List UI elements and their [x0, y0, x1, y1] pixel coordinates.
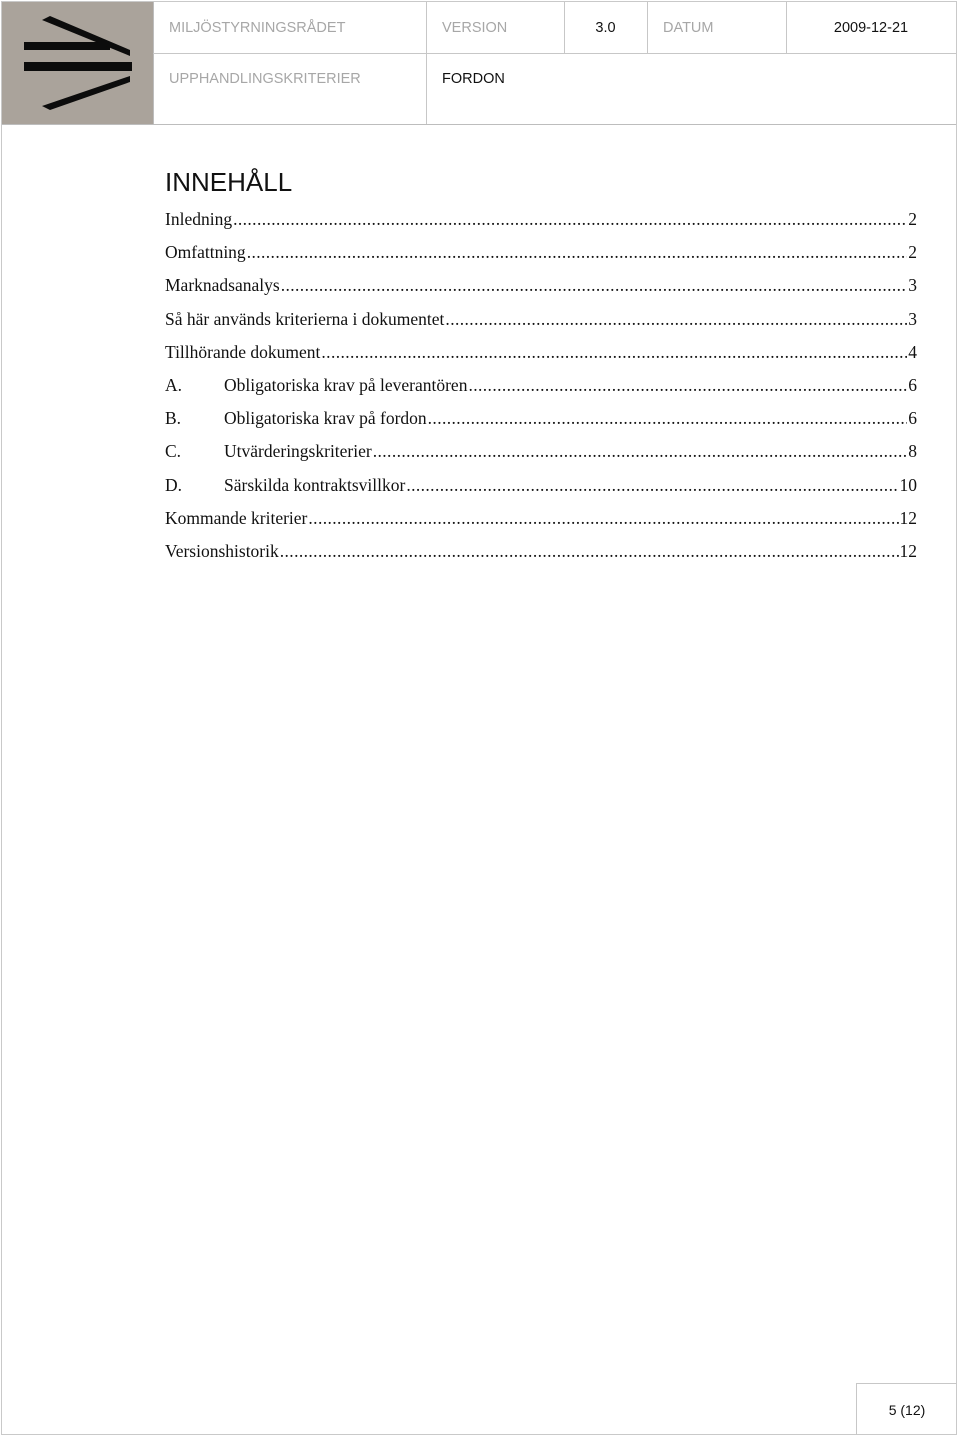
document-type: UPPHANDLINGSKRITERIER [169, 70, 361, 87]
toc-entry-page: 3 [908, 275, 917, 296]
toc-leader-dots [373, 441, 908, 462]
toc-entry-page: 2 [908, 242, 917, 263]
toc-entry-page: 6 [908, 408, 917, 429]
logo [2, 2, 154, 124]
toc-leader-dots [406, 475, 898, 496]
toc-entry[interactable] [165, 541, 917, 574]
toc-entry[interactable] [165, 309, 917, 342]
toc-entry[interactable] [165, 209, 917, 242]
toc-leader-dots [280, 541, 899, 562]
toc-entry-label: Utvärderingskriterier [224, 441, 372, 462]
toc-entry-letter: B. [165, 408, 182, 429]
toc-entry-label: Så här används kriterierna i dokumentet [165, 308, 445, 329]
toc-entry-label: Obligatoriska krav på fordon [224, 408, 427, 429]
toc-entry[interactable] [165, 475, 917, 508]
toc-entry-letter: D. [165, 474, 183, 495]
toc-entry-label: Inledning [165, 209, 233, 229]
toc-leader-dots [281, 275, 908, 296]
toc-leader-dots [321, 342, 907, 363]
toc-leader-dots [247, 242, 908, 263]
toc-entry[interactable] [165, 275, 917, 308]
arrow-logo-icon [2, 2, 153, 124]
toc-entry[interactable] [165, 441, 917, 474]
toc-entry-label: Särskilda kontraktsvillkor [224, 474, 406, 495]
toc-title: INNEHÅLL [165, 167, 293, 197]
toc-leader-dots [428, 408, 908, 429]
version-label: VERSION [442, 19, 508, 36]
version-value: 3.0 [595, 19, 616, 36]
toc-entry[interactable] [165, 375, 917, 408]
toc-leader-dots [445, 309, 907, 330]
toc-entry-label: Obligatoriska krav på leverantören [224, 374, 468, 395]
toc-entry-label: Kommande kriterier [165, 507, 308, 528]
toc-entry[interactable] [165, 242, 917, 275]
toc-leader-dots [233, 209, 907, 230]
toc-entry-page: 8 [908, 441, 917, 462]
toc-entry-letter: A. [165, 374, 183, 395]
toc-entry-page: 3 [908, 308, 917, 329]
toc-entry-page: 6 [908, 374, 917, 395]
toc-entry-page: 4 [908, 341, 917, 362]
toc-leader-dots [468, 375, 907, 396]
toc-entry-page: 10 [899, 474, 917, 495]
toc-entry-label: Versionshistorik [165, 540, 279, 561]
toc-entry-page: 2 [908, 209, 917, 229]
document-page [1, 1, 957, 1435]
toc-entry[interactable] [165, 342, 917, 375]
table-of-contents [165, 209, 917, 574]
page-header [2, 2, 956, 125]
document-subject: FORDON [442, 70, 505, 87]
toc-entry-page: 12 [899, 507, 917, 528]
org-name: MILJÖSTYRNINGSRÅDET [169, 19, 346, 36]
page-number: 5 (12) [856, 1383, 957, 1435]
toc-entry-page: 12 [899, 540, 917, 561]
date-label: DATUM [663, 19, 714, 36]
toc-entry-label: Omfattning [165, 242, 246, 263]
toc-entry-label: Tillhörande dokument [165, 341, 321, 362]
date-value: 2009-12-21 [833, 19, 909, 36]
toc-leader-dots [308, 508, 898, 529]
toc-entry-label: Marknadsanalys [165, 275, 280, 296]
toc-entry[interactable] [165, 408, 917, 441]
toc-entry-letter: C. [165, 441, 182, 462]
toc-entry[interactable] [165, 508, 917, 541]
